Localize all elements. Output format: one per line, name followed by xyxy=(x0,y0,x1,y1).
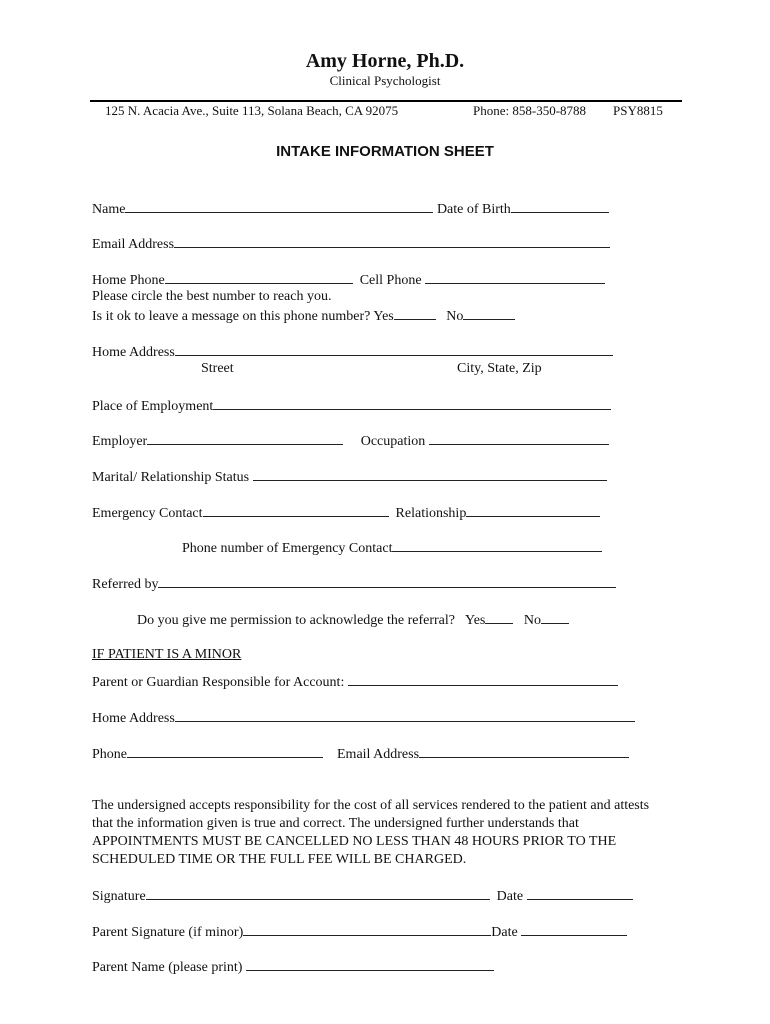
phone-row xyxy=(92,270,605,290)
header-rule xyxy=(90,100,682,102)
parent-date-label: Date xyxy=(491,925,518,940)
emergency-phone-row xyxy=(182,538,602,558)
leave-message-no-field[interactable] xyxy=(463,306,515,320)
dob-field[interactable] xyxy=(511,199,609,213)
occupation-field[interactable] xyxy=(429,431,609,445)
name-field[interactable] xyxy=(125,199,433,213)
referred-label: Referred by xyxy=(92,577,159,592)
email-field[interactable] xyxy=(174,234,610,248)
employment-label: Place of Employment xyxy=(92,399,214,414)
cell-phone-label: Cell Phone xyxy=(359,273,422,288)
minor-address-field[interactable] xyxy=(175,708,635,722)
emergency-row xyxy=(92,503,600,523)
guardian-label: Parent or Guardian Responsible for Account: xyxy=(92,675,345,690)
provider-title: Clinical Psychologist xyxy=(329,73,441,88)
referral-permission-row xyxy=(137,610,569,630)
relationship-label: Relationship xyxy=(395,506,467,521)
home-address-row xyxy=(92,342,613,362)
provider-license: PSY8815 xyxy=(613,103,663,118)
circle-note: Please circle the best number to reach you. xyxy=(92,289,332,304)
minor-email-field[interactable] xyxy=(419,744,629,758)
name-label: Name xyxy=(92,202,126,217)
employment-field[interactable] xyxy=(213,396,611,410)
email-label: Email Address xyxy=(92,237,175,252)
name-row xyxy=(92,199,609,219)
city-state-zip-caption: City, State, Zip xyxy=(457,361,542,376)
home-phone-field[interactable] xyxy=(165,270,353,284)
guardian-row xyxy=(92,672,618,692)
leave-message-label: Is it ok to leave a message on this phone number? xyxy=(92,309,371,324)
provider-address: 125 N. Acacia Ave., Suite 113, Solana Beach, CA 92075 xyxy=(105,103,399,118)
guardian-field[interactable] xyxy=(348,672,618,686)
agreement-text: The undersigned accepts responsibility for the cost of all services rendered to the patient and attests that the information given is true and correct. The undersigned further understands that APPOINTMENTS MUST BE CANCELLED NO LESS THAN 48 HOURS PRIOR TO THE SCHEDULED TIME OR THE FULL FEE WILL BE CHARGED. xyxy=(92,798,650,867)
employer-field[interactable] xyxy=(147,431,343,445)
parent-name-field[interactable] xyxy=(246,957,494,971)
emergency-phone-label: Phone number of Emergency Contact xyxy=(182,541,393,556)
referred-field[interactable] xyxy=(158,574,616,588)
home-address-field[interactable] xyxy=(175,342,613,356)
referral-no-field[interactable] xyxy=(541,610,569,624)
parent-signature-row xyxy=(92,922,627,942)
leave-message-row xyxy=(92,306,515,326)
referral-yes-field[interactable] xyxy=(485,610,513,624)
signature-date-label: Date xyxy=(496,889,524,904)
parent-signature-label: Parent Signature (if minor) xyxy=(92,925,244,940)
home-phone-label: Home Phone xyxy=(92,273,165,288)
leave-message-yes-field[interactable] xyxy=(394,306,436,320)
minor-phone-label: Phone xyxy=(92,747,127,762)
employer-row xyxy=(92,431,609,451)
minor-address-row xyxy=(92,708,635,728)
signature-label: Signature xyxy=(92,889,146,904)
referred-row xyxy=(92,574,616,594)
minor-phone-field[interactable] xyxy=(127,744,323,758)
cell-phone-field[interactable] xyxy=(425,270,605,284)
emergency-phone-field[interactable] xyxy=(392,538,602,552)
signature-date-field[interactable] xyxy=(527,886,633,900)
emergency-contact-field[interactable] xyxy=(203,503,389,517)
parent-date-field[interactable] xyxy=(521,922,627,936)
parent-signature-field[interactable] xyxy=(243,922,491,936)
home-address-label: Home Address xyxy=(92,345,175,360)
employment-row xyxy=(92,396,611,416)
marital-row xyxy=(92,467,607,487)
provider-name: Amy Horne, Ph.D. xyxy=(305,50,465,72)
marital-field[interactable] xyxy=(253,467,607,481)
signature-row xyxy=(92,886,633,906)
referral-no-label: No xyxy=(523,613,541,628)
minor-address-label: Home Address xyxy=(92,711,175,726)
referral-permission-label: Do you give me permission to acknowledge the referral? xyxy=(137,613,456,628)
minor-heading: IF PATIENT IS A MINOR xyxy=(92,647,242,662)
marital-label: Marital/ Relationship Status xyxy=(92,470,250,485)
leave-message-no-label: No xyxy=(446,309,464,324)
parent-name-row xyxy=(92,957,494,977)
leave-message-yes-label: Yes xyxy=(373,309,394,324)
provider-phone: Phone: 858-350-8788 xyxy=(473,103,587,118)
signature-field[interactable] xyxy=(146,886,490,900)
email-row xyxy=(92,234,610,254)
minor-email-label: Email Address xyxy=(337,747,420,762)
form-title: INTAKE INFORMATION SHEET xyxy=(276,143,494,160)
occupation-label: Occupation xyxy=(360,434,426,449)
emergency-contact-label: Emergency Contact xyxy=(92,506,203,521)
dob-label: Date of Birth xyxy=(436,202,511,217)
relationship-field[interactable] xyxy=(466,503,600,517)
parent-name-label: Parent Name (please print) xyxy=(92,960,243,975)
street-caption: Street xyxy=(201,361,234,376)
employer-label: Employer xyxy=(92,434,148,449)
referral-yes-label: Yes xyxy=(465,613,486,628)
minor-contact-row xyxy=(92,744,629,764)
